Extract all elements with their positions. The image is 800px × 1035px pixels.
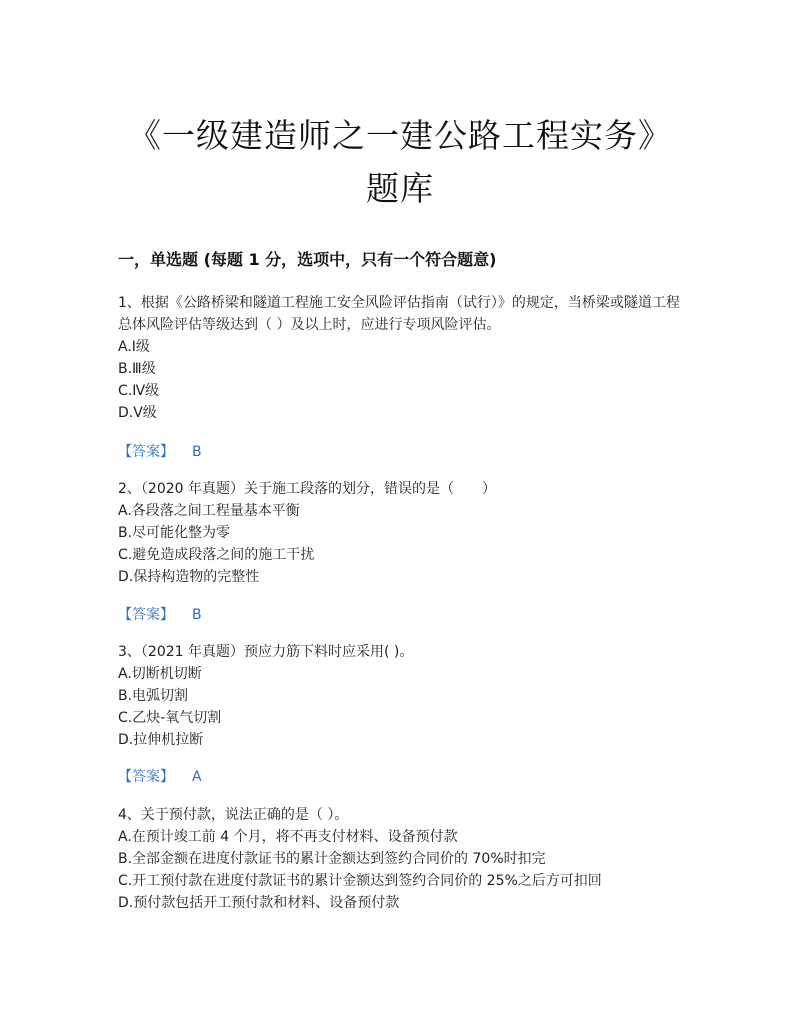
document-title-line-2: 题库 — [366, 169, 434, 208]
option-a: A.在预计竣工前 4 个月，将不再支付材料、设备预付款 — [118, 829, 458, 845]
question-stem: 4、关于预付款，说法正确的是（ ）。 — [118, 807, 349, 823]
option-a: A.Ⅰ级 — [118, 339, 150, 355]
option-c: C.避免造成段落之间的施工干扰 — [118, 547, 315, 563]
answer-3 — [118, 766, 688, 788]
answer-label: 【答案】 — [118, 769, 174, 785]
option-d: D.拉伸机拉断 — [118, 732, 204, 748]
question-2 — [118, 478, 688, 588]
section-heading: 一，单选题 (每题 1 分，选项中，只有一个符合题意) — [118, 250, 497, 269]
answer-label: 【答案】 — [118, 444, 174, 460]
option-c: C.开工预付款在进度付款证书的累计金额达到签约合同价的 25%之后方可扣回 — [118, 873, 602, 889]
answer-label: 【答案】 — [118, 607, 174, 623]
question-1 — [118, 292, 688, 424]
question-stem: 2、（2020 年真题）关于施工段落的划分，错误的是（ ） — [118, 481, 496, 497]
question-3 — [118, 641, 688, 751]
question-stem: 3、（2021 年真题）预应力筋下料时应采用( )。 — [118, 644, 414, 660]
question-4 — [118, 804, 688, 914]
option-d: D.预付款包括开工预付款和材料、设备预付款 — [118, 895, 400, 911]
answer-value: B — [192, 444, 202, 460]
answer-1 — [118, 441, 688, 463]
answer-value: A — [192, 769, 202, 785]
option-c: C.Ⅳ级 — [118, 383, 160, 399]
option-b: B.尽可能化整为零 — [118, 525, 231, 541]
option-c: C.乙炔-氧气切割 — [118, 710, 222, 726]
answer-2 — [118, 604, 688, 626]
answer-value: B — [192, 607, 202, 623]
option-d: D.Ⅴ级 — [118, 405, 157, 421]
option-b: B.电弧切割 — [118, 688, 189, 704]
option-b: B.Ⅲ级 — [118, 361, 156, 377]
option-a: A.切断机切断 — [118, 666, 202, 682]
option-d: D.保持构造物的完整性 — [118, 569, 260, 585]
question-stem: 1、根据《公路桥梁和隧道工程施工安全风险评估指南（试行）》的规定，当桥梁或隧道工程总体风险评估等级达到（ ）及以上时，应进行专项风险评估。 — [118, 295, 680, 333]
option-a: A.各段落之间工程量基本平衡 — [118, 503, 300, 519]
document-title-line-1: 《一级建造师之一建公路工程实务》 — [128, 116, 672, 155]
option-b: B.全部金额在进度付款证书的累计金额达到签约合同价的 70%时扣完 — [118, 851, 546, 867]
